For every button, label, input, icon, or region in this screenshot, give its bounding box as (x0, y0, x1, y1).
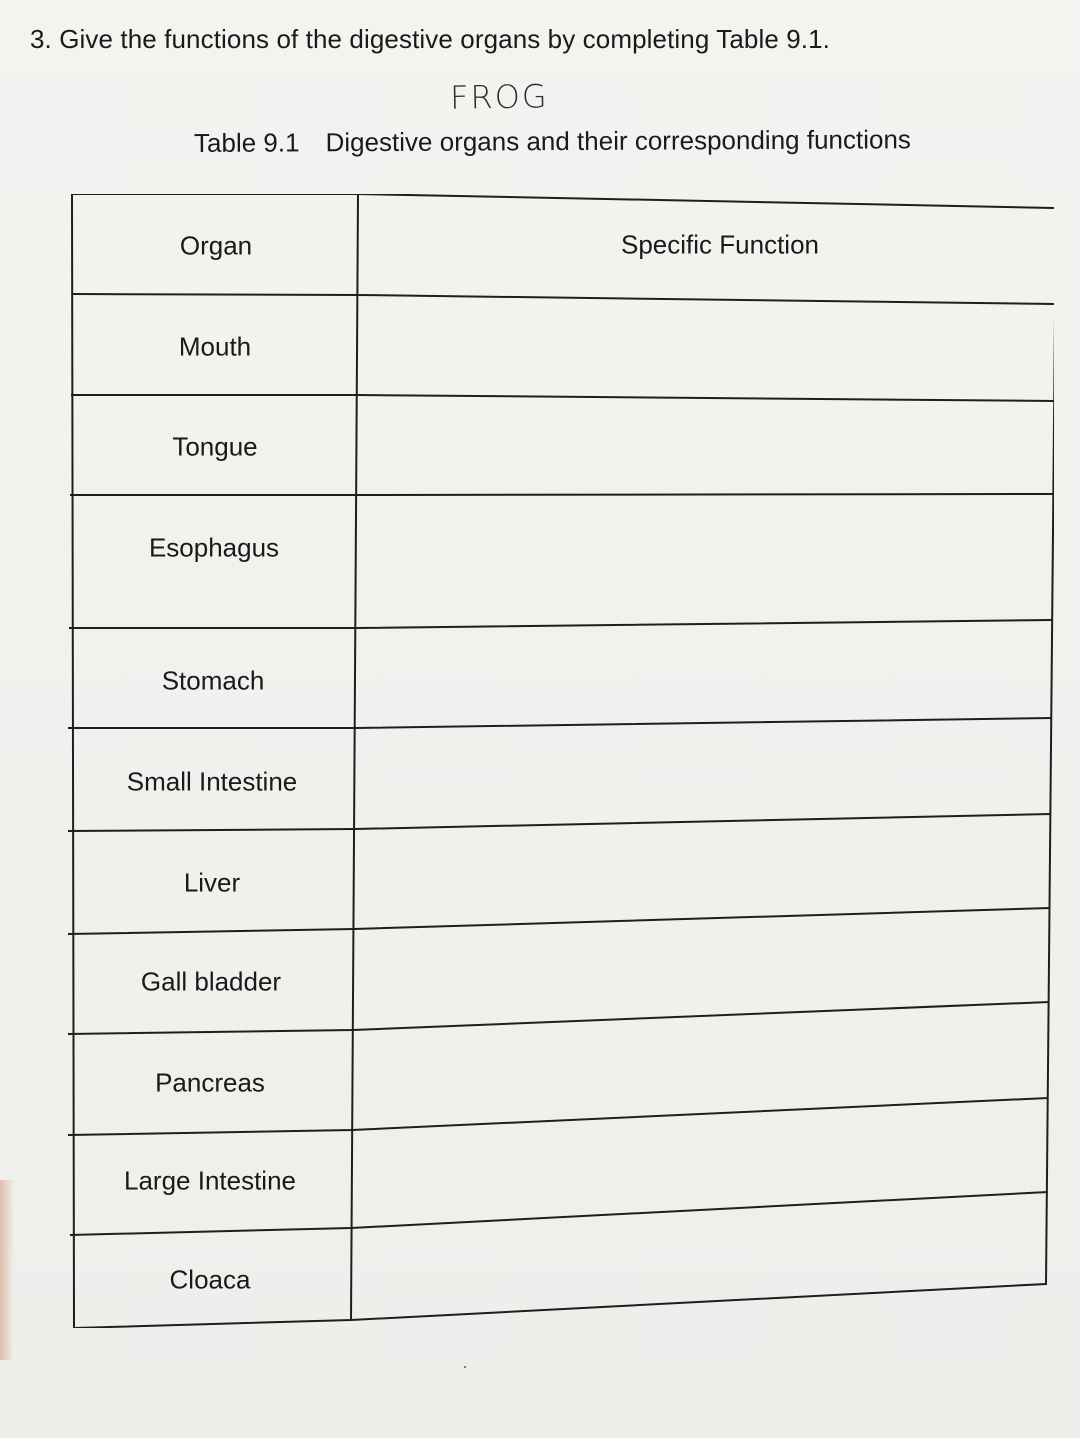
organ-cell: Liver (183, 867, 241, 898)
organ-cell: Small Intestine (126, 766, 298, 797)
organ-cell: Large Intestine (123, 1165, 297, 1196)
organ-cell: Mouth (178, 331, 252, 362)
function-cell-pancreas[interactable] (368, 1022, 1038, 1102)
question-text: 3. Give the functions of the digestive organs by completing Table 9.1. (30, 24, 830, 54)
table-title: Digestive organs and their corresponding functions (325, 124, 911, 158)
function-cell-esophagus[interactable] (368, 504, 1038, 614)
organ-cell: Pancreas (155, 1067, 265, 1098)
page-edge-shadow (0, 1180, 14, 1360)
organs-table (68, 194, 1054, 1328)
header-specific-function: Specific Function (621, 229, 819, 260)
function-cell-stomach[interactable] (368, 634, 1038, 714)
organ-cell: Gall bladder (140, 966, 282, 997)
organ-cell: Esophagus (148, 532, 280, 563)
organ-cell: Tongue (172, 431, 258, 462)
ink-speck (464, 1366, 466, 1368)
organ-cell: Cloaca (169, 1264, 251, 1295)
function-cell-gall-bladder[interactable] (368, 926, 1038, 1006)
function-cell-cloaca[interactable] (368, 1210, 1038, 1290)
header-organ: Organ (179, 230, 253, 261)
table-number: Table 9.1 (193, 127, 300, 158)
function-cell-large-intestine[interactable] (368, 1116, 1038, 1196)
handwritten-note: FROG (449, 77, 549, 117)
function-cell-liver[interactable] (368, 830, 1038, 910)
table-caption (194, 124, 911, 159)
function-cell-tongue[interactable] (368, 406, 1038, 486)
organ-cell: Stomach (161, 665, 265, 696)
function-cell-mouth[interactable] (368, 306, 1038, 386)
function-cell-small-intestine[interactable] (368, 732, 1038, 812)
